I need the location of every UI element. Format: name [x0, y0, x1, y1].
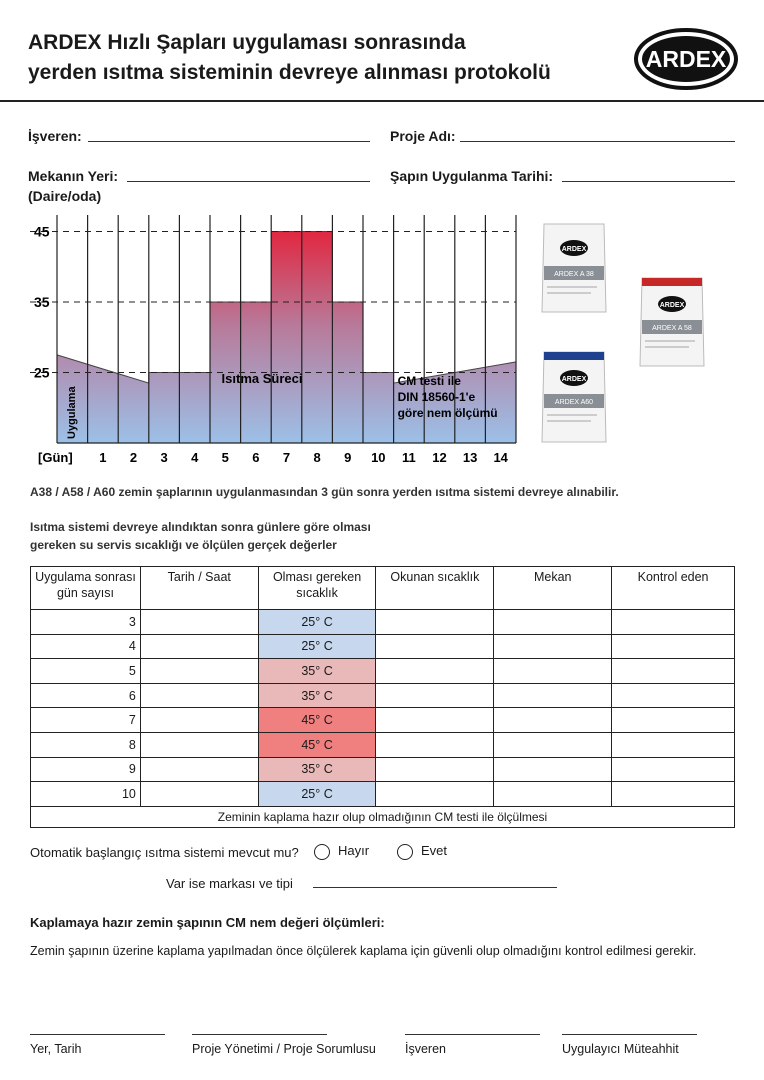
table-row [31, 782, 735, 807]
table-row [31, 683, 735, 708]
table-intro-line-2: gereken su servis sıcaklığı ve ölçülen gerçek değerler [30, 538, 337, 552]
x-tick-label: 1 [99, 450, 107, 465]
page-title [28, 28, 551, 88]
y-tick-label: 45 [34, 223, 50, 240]
col-checked-by: Kontrol eden [612, 567, 735, 610]
application-label: Uygulama [66, 386, 78, 439]
date-cell[interactable] [140, 683, 258, 708]
protocol-table [30, 566, 735, 828]
logo-text: ARDEX [645, 46, 727, 72]
heating-step-bar [179, 373, 210, 444]
x-tick-label: 13 [462, 450, 478, 465]
checked-by-cell[interactable] [612, 634, 735, 659]
target-temp-cell: 35° C [258, 757, 376, 782]
location-cell[interactable] [494, 659, 612, 684]
project-field[interactable] [460, 141, 735, 142]
day-cell: 8 [31, 732, 141, 757]
read-temp-cell[interactable] [376, 634, 494, 659]
target-temp-cell: 45° C [258, 732, 376, 757]
table-row [31, 708, 735, 733]
heating-step-bar [332, 302, 363, 443]
signature-place-date: Yer, Tarih [30, 1042, 82, 1056]
svg-text:ARDEX: ARDEX [561, 246, 587, 253]
signature-line[interactable] [30, 1034, 165, 1035]
table-intro-line-1: Isıtma sistemi devreye alındıktan sonra günlere göre olması [30, 520, 371, 534]
target-temp-cell: 35° C [258, 683, 376, 708]
cm-section-text: Zemin şapının üzerine kaplama yapılmadan önce ölçülerek kaplama için güvenli olup olmadığını kontrol edilmesi gerekir. [30, 944, 697, 958]
heating-step-bar [302, 232, 333, 444]
x-tick-label: 8 [313, 450, 321, 465]
x-tick-label: 7 [282, 450, 291, 465]
location-field[interactable] [127, 181, 370, 182]
location-cell[interactable] [494, 708, 612, 733]
location-label: Mekanın Yeri: [28, 168, 119, 184]
col-location: Mekan [494, 567, 612, 610]
cm-section-title: Kaplamaya hazır zemin şapının CM nem değeri ölçümleri: [30, 915, 385, 930]
cm-annotation: DIN 18560-1'e [397, 390, 476, 405]
location-sub-label: (Daire/oda) [28, 188, 102, 204]
checked-by-cell[interactable] [612, 708, 735, 733]
date-cell[interactable] [140, 782, 258, 807]
read-temp-cell[interactable] [376, 782, 494, 807]
day-cell: 5 [31, 659, 141, 684]
col-read-temp: Okunan sıcaklık [376, 567, 494, 610]
x-tick-label: 5 [221, 450, 229, 465]
col-date: Tarih / Saat [140, 567, 258, 610]
product-name: ARDEX A 38 [554, 271, 594, 278]
heating-step-bar [271, 232, 302, 444]
location-cell[interactable] [494, 782, 612, 807]
day-cell: 7 [31, 708, 141, 733]
table-row [31, 732, 735, 757]
header-divider [0, 100, 764, 102]
target-temp-cell: 25° C [258, 782, 376, 807]
signature-contractor: Uygulayıcı Müteahhit [562, 1042, 679, 1056]
table-intro [30, 518, 371, 554]
col-day: Uygulama sonrası gün sayısı [31, 567, 141, 610]
day-cell: 6 [31, 683, 141, 708]
day-cell: 3 [31, 610, 141, 635]
checked-by-cell[interactable] [612, 659, 735, 684]
table-row [31, 610, 735, 635]
location-cell[interactable] [494, 732, 612, 757]
signature-line[interactable] [562, 1034, 697, 1035]
location-cell[interactable] [494, 610, 612, 635]
location-cell[interactable] [494, 683, 612, 708]
product-name: ARDEX A60 [554, 399, 594, 406]
brand-label: Var ise markası ve tipi [166, 876, 293, 891]
product-bag-a38 [541, 220, 607, 323]
signature-line[interactable] [192, 1034, 327, 1035]
heating-step-bar [149, 373, 180, 444]
heating-step-bar [363, 373, 394, 444]
checked-by-cell[interactable] [612, 683, 735, 708]
x-tick-label: 12 [432, 450, 447, 465]
table-row [31, 634, 735, 659]
ardex-logo [634, 28, 738, 90]
read-temp-cell[interactable] [376, 610, 494, 635]
start-note: A38 / A58 / A60 zemin şaplarının uygulanmasından 3 gün sonra yerden ısıtma sistemi devreye alınabilir. [30, 485, 619, 499]
y-tick-label: 25 [34, 364, 50, 381]
option-yes-label: Evet [421, 843, 448, 858]
heating-chart [0, 205, 530, 475]
target-temp-cell: 25° C [258, 610, 376, 635]
signature-employer: İşveren [405, 1042, 446, 1056]
project-label: Proje Adı: [390, 128, 456, 144]
checked-by-cell[interactable] [612, 610, 735, 635]
y-tick-label: 35 [34, 294, 50, 310]
col-target-temp: Olması gereken sıcaklık [258, 567, 376, 610]
date-cell[interactable] [140, 757, 258, 782]
target-temp-cell: 35° C [258, 659, 376, 684]
checked-by-cell[interactable] [612, 757, 735, 782]
brand-field[interactable] [313, 887, 557, 888]
cm-annotation: göre nem ölçümü [397, 406, 498, 421]
radio-no[interactable] [314, 844, 330, 860]
day-cell: 4 [31, 634, 141, 659]
option-no-label: Hayır [338, 843, 370, 858]
employer-field[interactable] [88, 141, 370, 142]
read-temp-cell[interactable] [376, 659, 494, 684]
table-header-row [31, 567, 735, 610]
location-cell[interactable] [494, 634, 612, 659]
product-name: ARDEX A 58 [652, 325, 692, 332]
target-temp-cell: 45° C [258, 708, 376, 733]
read-temp-cell[interactable] [376, 683, 494, 708]
employer-label: İşveren: [28, 128, 82, 144]
x-tick-label: 3 [160, 450, 168, 465]
date-cell[interactable] [140, 634, 258, 659]
x-tick-label: 10 [371, 450, 386, 465]
x-tick-label: 6 [252, 450, 260, 465]
date-cell[interactable] [140, 732, 258, 757]
table-row [31, 659, 735, 684]
checked-by-cell[interactable] [612, 732, 735, 757]
read-temp-cell[interactable] [376, 708, 494, 733]
x-tick-label: 4 [191, 450, 199, 465]
target-temp-cell: 25° C [258, 634, 376, 659]
read-temp-cell[interactable] [376, 757, 494, 782]
location-cell[interactable] [494, 757, 612, 782]
heating-process-label: Isıtma Süreci [221, 371, 303, 387]
svg-text:ARDEX: ARDEX [561, 376, 587, 383]
x-axis-label: [Gün] [38, 450, 73, 465]
date-cell[interactable] [140, 610, 258, 635]
x-tick-label: 14 [493, 450, 508, 465]
radio-yes[interactable] [397, 844, 413, 860]
x-tick-label: 11 [402, 450, 416, 465]
x-tick-label: 2 [129, 450, 138, 465]
table-row [31, 757, 735, 782]
date-field[interactable] [562, 181, 735, 182]
date-cell[interactable] [140, 708, 258, 733]
date-label: Şapın Uygulanma Tarihi: [390, 168, 554, 184]
product-bag-a60 [541, 348, 607, 453]
table-footer-row [31, 806, 735, 827]
product-bag-a58 [639, 274, 705, 377]
cm-annotation: CM testi ile [397, 374, 461, 389]
option-yes[interactable] [397, 843, 447, 860]
day-cell: 10 [31, 782, 141, 807]
checked-by-cell[interactable] [612, 782, 735, 807]
title-line-1: ARDEX Hızlı Şapları uygulaması sonrasında [28, 31, 466, 54]
option-no[interactable] [314, 843, 369, 860]
signature-line[interactable] [405, 1034, 540, 1035]
title-line-2: yerden ısıtma sisteminin devreye alınması protokolü [28, 61, 551, 84]
table-footer: Zeminin kaplama hazır olup olmadığının CM testi ile ölçülmesi [31, 806, 735, 827]
read-temp-cell[interactable] [376, 732, 494, 757]
date-cell[interactable] [140, 659, 258, 684]
x-tick-label: 9 [344, 450, 352, 465]
auto-heating-question: Otomatik başlangıç ısıtma sistemi mevcut mu? [30, 845, 299, 860]
svg-text:ARDEX: ARDEX [659, 302, 685, 309]
signature-project-manager: Proje Yönetimi / Proje Sorumlusu [192, 1042, 376, 1056]
day-cell: 9 [31, 757, 141, 782]
